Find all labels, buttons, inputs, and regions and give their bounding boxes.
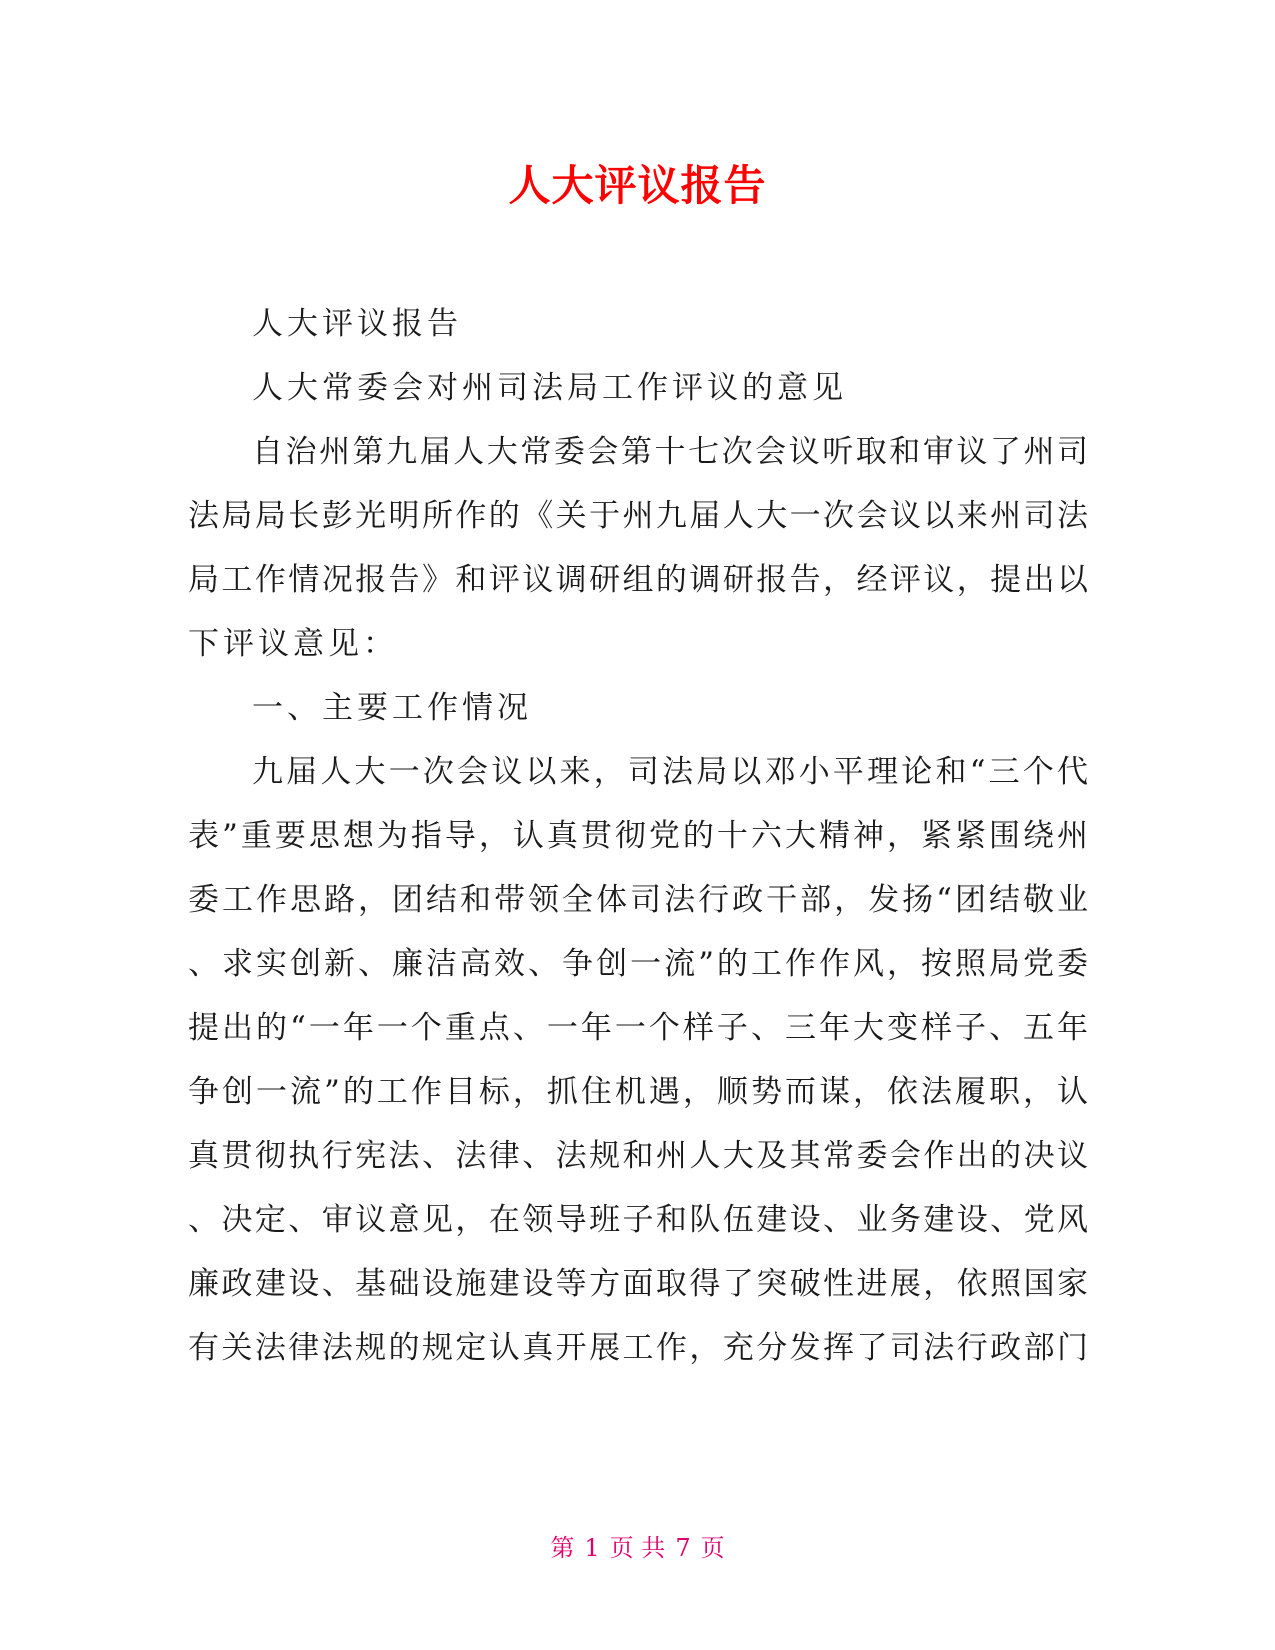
paragraph-line: 自治州第九届人大常委会第十七次会议听取和审议了州司 (252, 434, 1088, 470)
paragraph-line: 局工作情况报告》和评议调研组的调研报告，经评议，提出以 (188, 562, 1088, 598)
document-title: 人大评议报告 (508, 161, 767, 210)
document-body (188, 292, 1088, 1380)
paragraph-subheading: 人大常委会对州司法局工作评议的意见 (252, 370, 847, 406)
footer-mid: 页 共 (609, 1534, 666, 1562)
paragraph-line: 提出的“一年一个重点、一年一个样子、三年大变样子、五年 (188, 1010, 1088, 1046)
paragraph-heading: 人大评议报告 (252, 306, 462, 342)
current-page-number: 1 (584, 1534, 600, 1562)
paragraph-line: 表”重要思想为指导，认真贯彻党的十六大精神，紧紧围绕州 (188, 818, 1088, 854)
paragraph-line: 法局局长彭光明所作的《关于州九届人大一次会议以来州司法 (188, 498, 1088, 534)
paragraph-line: 、求实创新、廉洁高效、争创一流”的工作作风，按照局党委 (188, 946, 1088, 982)
total-page-number: 7 (675, 1534, 691, 1562)
footer-prefix: 第 (550, 1534, 575, 1562)
paragraph-line: 廉政建设、基础设施建设等方面取得了突破性进展，依照国家 (188, 1266, 1088, 1302)
paragraph-line: 下评议意见： (188, 626, 398, 662)
section-heading: 一、主要工作情况 (252, 690, 532, 726)
footer-suffix: 页 (700, 1534, 725, 1562)
paragraph-line: 委工作思路，团结和带领全体司法行政干部，发扬“团结敬业 (188, 882, 1088, 918)
paragraph-line: 真贯彻执行宪法、法律、法规和州人大及其常委会作出的决议 (188, 1138, 1088, 1174)
paragraph-line: 争创一流”的工作目标，抓住机遇，顺势而谋，依法履职，认 (188, 1074, 1088, 1110)
paragraph-line: 有关法律法规的规定认真开展工作，充分发挥了司法行政部门 (188, 1330, 1088, 1366)
page-footer (0, 1532, 1275, 1564)
paragraph-line: 、决定、审议意见，在领导班子和队伍建设、业务建设、党风 (188, 1202, 1088, 1238)
paragraph-line: 九届人大一次会议以来，司法局以邓小平理论和“三个代 (252, 754, 1088, 790)
